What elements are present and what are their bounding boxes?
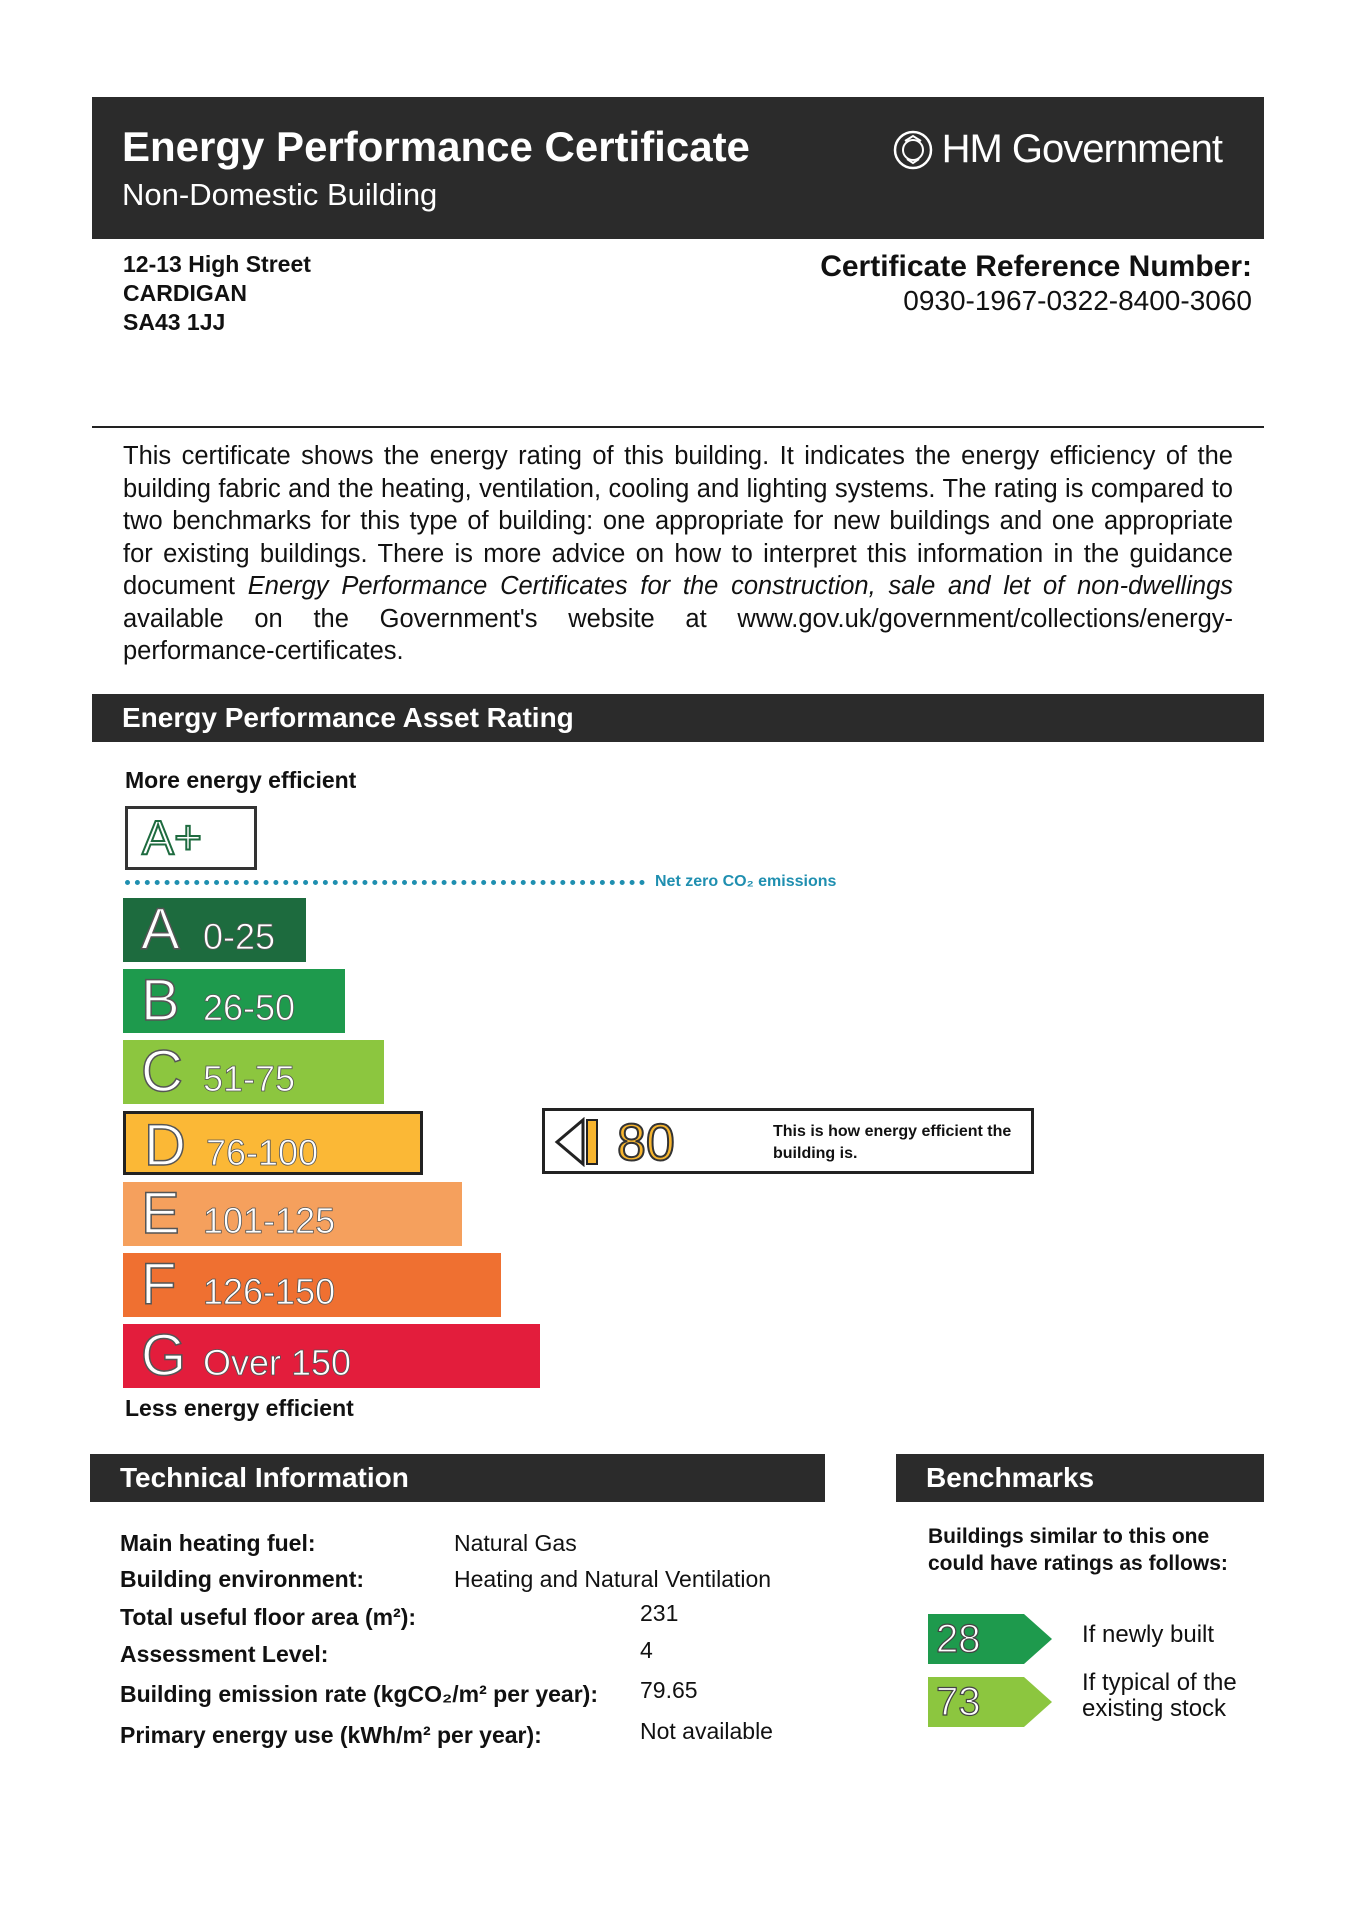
asset-rating-header: Energy Performance Asset Rating xyxy=(92,694,1264,742)
property-address xyxy=(123,250,311,337)
band-range: 51-75 xyxy=(203,1058,296,1099)
tech-value: Heating and Natural Ventilation xyxy=(454,1566,772,1592)
tech-value: 4 xyxy=(640,1637,653,1663)
band-letter: F xyxy=(141,1252,177,1317)
certificate-reference-label: Certificate Reference Number: xyxy=(820,250,1252,283)
band-letter: D xyxy=(144,1113,186,1178)
band-range: 76-100 xyxy=(206,1132,319,1173)
tech-label: Building emission rate (kgCO₂/m² per year): xyxy=(120,1681,598,1707)
address-line2: CARDIGAN xyxy=(123,280,247,306)
hm-government-logo xyxy=(892,127,1222,172)
band-letter: A xyxy=(141,897,180,962)
net-zero-label: Net zero CO₂ emissions xyxy=(655,873,837,890)
rating-band-c xyxy=(123,1040,384,1104)
rating-band-g xyxy=(123,1324,540,1388)
tech-value: Not available xyxy=(640,1718,773,1744)
intro-paragraph xyxy=(123,440,1233,668)
band-range: 101-125 xyxy=(203,1200,336,1241)
less-efficient-label: Less energy efficient xyxy=(125,1395,354,1421)
band-letter: G xyxy=(141,1323,187,1388)
divider xyxy=(92,426,1264,428)
tech-value: Natural Gas xyxy=(454,1530,577,1556)
more-efficient-label: More energy efficient xyxy=(125,767,357,793)
benchmarks-header: Benchmarks xyxy=(896,1454,1264,1502)
rating-band-b xyxy=(123,969,345,1033)
rating-band-d xyxy=(123,1111,423,1178)
benchmark-label: If newly built xyxy=(1082,1621,1215,1648)
brand-name: HM Government xyxy=(941,127,1222,171)
header-banner xyxy=(92,97,1264,239)
royal-crest-icon xyxy=(892,129,934,171)
benchmarks-intro: Buildings similar to this one could have ratings as follows: xyxy=(928,1525,1228,1575)
rating-band-f xyxy=(123,1253,501,1317)
guidance-document-title: Energy Performance Certificates for the construction, sale and let of non-dwellings xyxy=(247,572,1233,600)
address-line3: SA43 1JJ xyxy=(123,309,226,335)
aplus-label: A+ xyxy=(142,812,203,865)
tech-value: 231 xyxy=(640,1600,679,1626)
band-range: 126-150 xyxy=(203,1271,336,1312)
tech-label: Main heating fuel: xyxy=(120,1530,316,1556)
band-letter: B xyxy=(141,968,180,1033)
benchmark-value: 73 xyxy=(936,1680,981,1724)
band-range: 0-25 xyxy=(203,916,276,957)
tech-value: 79.65 xyxy=(640,1677,698,1703)
band-range: Over 150 xyxy=(203,1342,352,1383)
rating-band-a xyxy=(123,898,306,962)
benchmark-value: 28 xyxy=(936,1617,981,1661)
benchmark-arrow xyxy=(928,1614,1052,1664)
tech-label: Primary energy use (kWh/m² per year): xyxy=(120,1722,542,1748)
certificate-reference-number: 0930-1967-0322-8400-3060 xyxy=(903,285,1252,316)
arrow-left-icon xyxy=(553,1117,601,1167)
marker-note: This is how energy efficient the building is. xyxy=(773,1123,1012,1162)
tech-label: Building environment: xyxy=(120,1566,365,1592)
current-rating-marker xyxy=(542,1108,1034,1174)
intro-text-2: available on the Government's website at www.gov.uk/government/collections/energy-performance-certificates. xyxy=(123,604,1233,665)
intro-text-1: This certificate shows the energy rating of this building. It indicates the energy efficiency of the building fabric and the heating, ventilation, cooling and lighting systems. The rating is compared to two benchmarks for this type of building: one appropriate for new buildings and one appropriate for existing buildings. There is more advice on how to interpret this information in the guidance document xyxy=(123,442,1233,600)
net-zero-dotted-line xyxy=(125,880,645,885)
band-letter: C xyxy=(141,1039,183,1104)
benchmark-arrow xyxy=(928,1677,1052,1727)
tech-label: Total useful floor area (m²): xyxy=(120,1604,417,1630)
aplus-band xyxy=(125,806,257,870)
band-range: 26-50 xyxy=(203,987,296,1028)
page-subtitle: Non-Domestic Building xyxy=(122,177,438,212)
technical-info-header: Technical Information xyxy=(90,1454,825,1502)
tech-label: Assessment Level: xyxy=(120,1641,329,1667)
page-title: Energy Performance Certificate xyxy=(122,123,750,170)
benchmark-label: If typical of the existing stock xyxy=(1082,1669,1237,1722)
rating-band-e xyxy=(123,1182,462,1246)
address-line1: 12-13 High Street xyxy=(123,251,311,277)
band-letter: E xyxy=(141,1181,180,1246)
current-score: 80 xyxy=(617,1114,675,1172)
